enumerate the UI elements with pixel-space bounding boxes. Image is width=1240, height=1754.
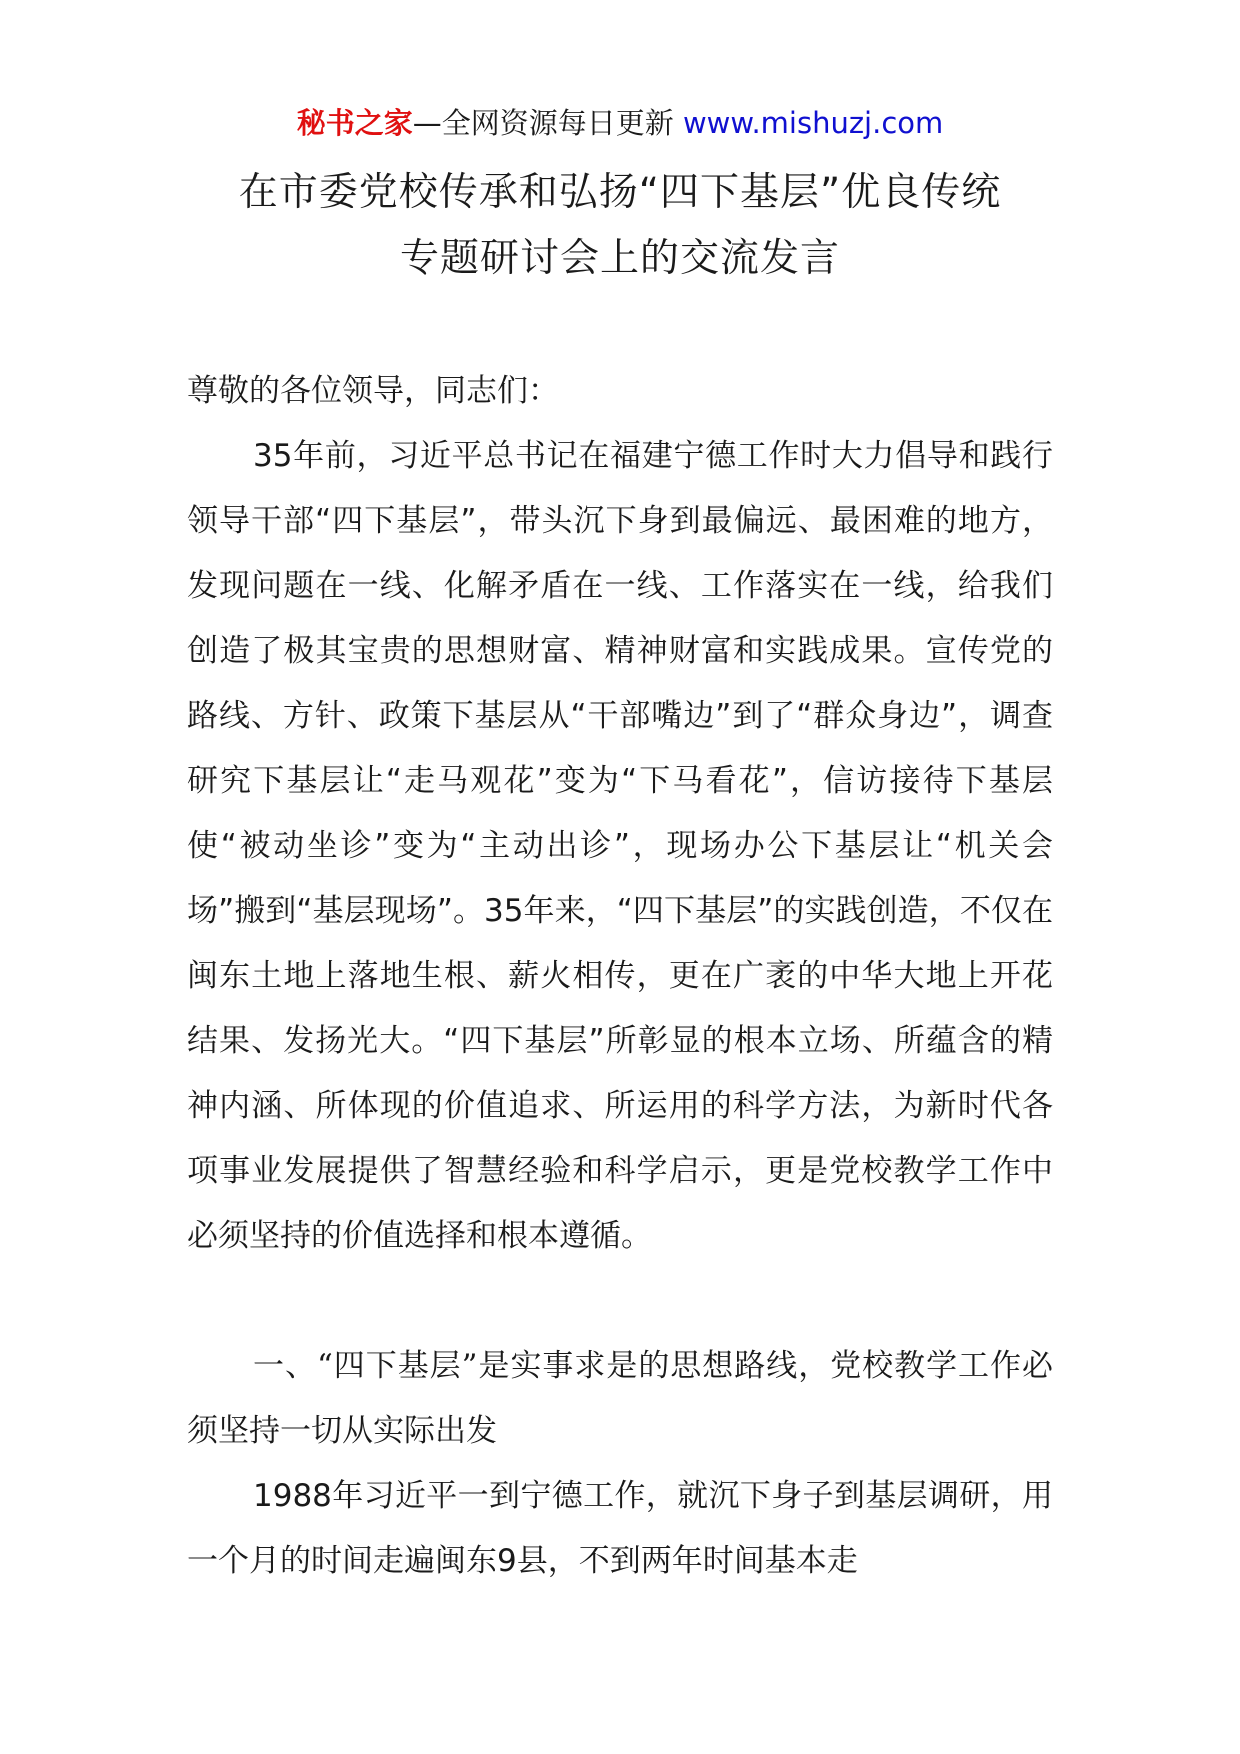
- document-title-line-1: 在市委党校传承和弘扬“四下基层”优良传统: [238, 170, 1002, 215]
- brand-name: 秘书之家: [296, 106, 413, 140]
- body-paragraph-1: 35年前，习近平总书记在福建宁德工作时大力倡导和践行领导干部“四下基层”，带头沉下身到最偏远、最困难的地方，发现问题在一线、化解矛盾在一线、工作落实在一线，给我们创造了极其宝贵的思想财富、精神财富和实践成果。宣传党的路线、方针、政策下基层从“干部嘴边”到了“群众身边”，调查研究下基层让“走马观花”变为“下马看花”，信访接待下基层使“被动坐诊”变为“主动出诊”，现场办公下基层让“机关会场”搬到“基层现场”。35年来，“四下基层”的实践创造，不仅在闽东土地上落地生根、薪火相传，更在广袤的中华大地上开花结果、发扬光大。“四下基层”所彰显的根本立场、所蕴含的精神内涵、所体现的价值追求、所运用的科学方法，为新时代各项事业发展提供了智慧经验和科学启示，更是党校教学工作中必须坚持的价值选择和根本遵循。: [187, 438, 1053, 1254]
- body-paragraph-2: 1988年习近平一到宁德工作，就沉下身子到基层调研，用一个月的时间走遍闽东9县，不到两年时间基本走: [187, 1478, 1053, 1579]
- source-banner: [0, 103, 1240, 143]
- document-title-line-2: 专题研讨会上的交流发言: [399, 236, 840, 281]
- section-heading-1: 一、“四下基层”是实事求是的思想路线，党校教学工作必须坚持一切从实际出发: [187, 1348, 1053, 1449]
- banner-tagline: —全网资源每日更新: [412, 106, 683, 140]
- site-link[interactable]: www.mishuzj.com: [682, 106, 944, 140]
- salutation: 尊敬的各位领导，同志们：: [187, 373, 559, 409]
